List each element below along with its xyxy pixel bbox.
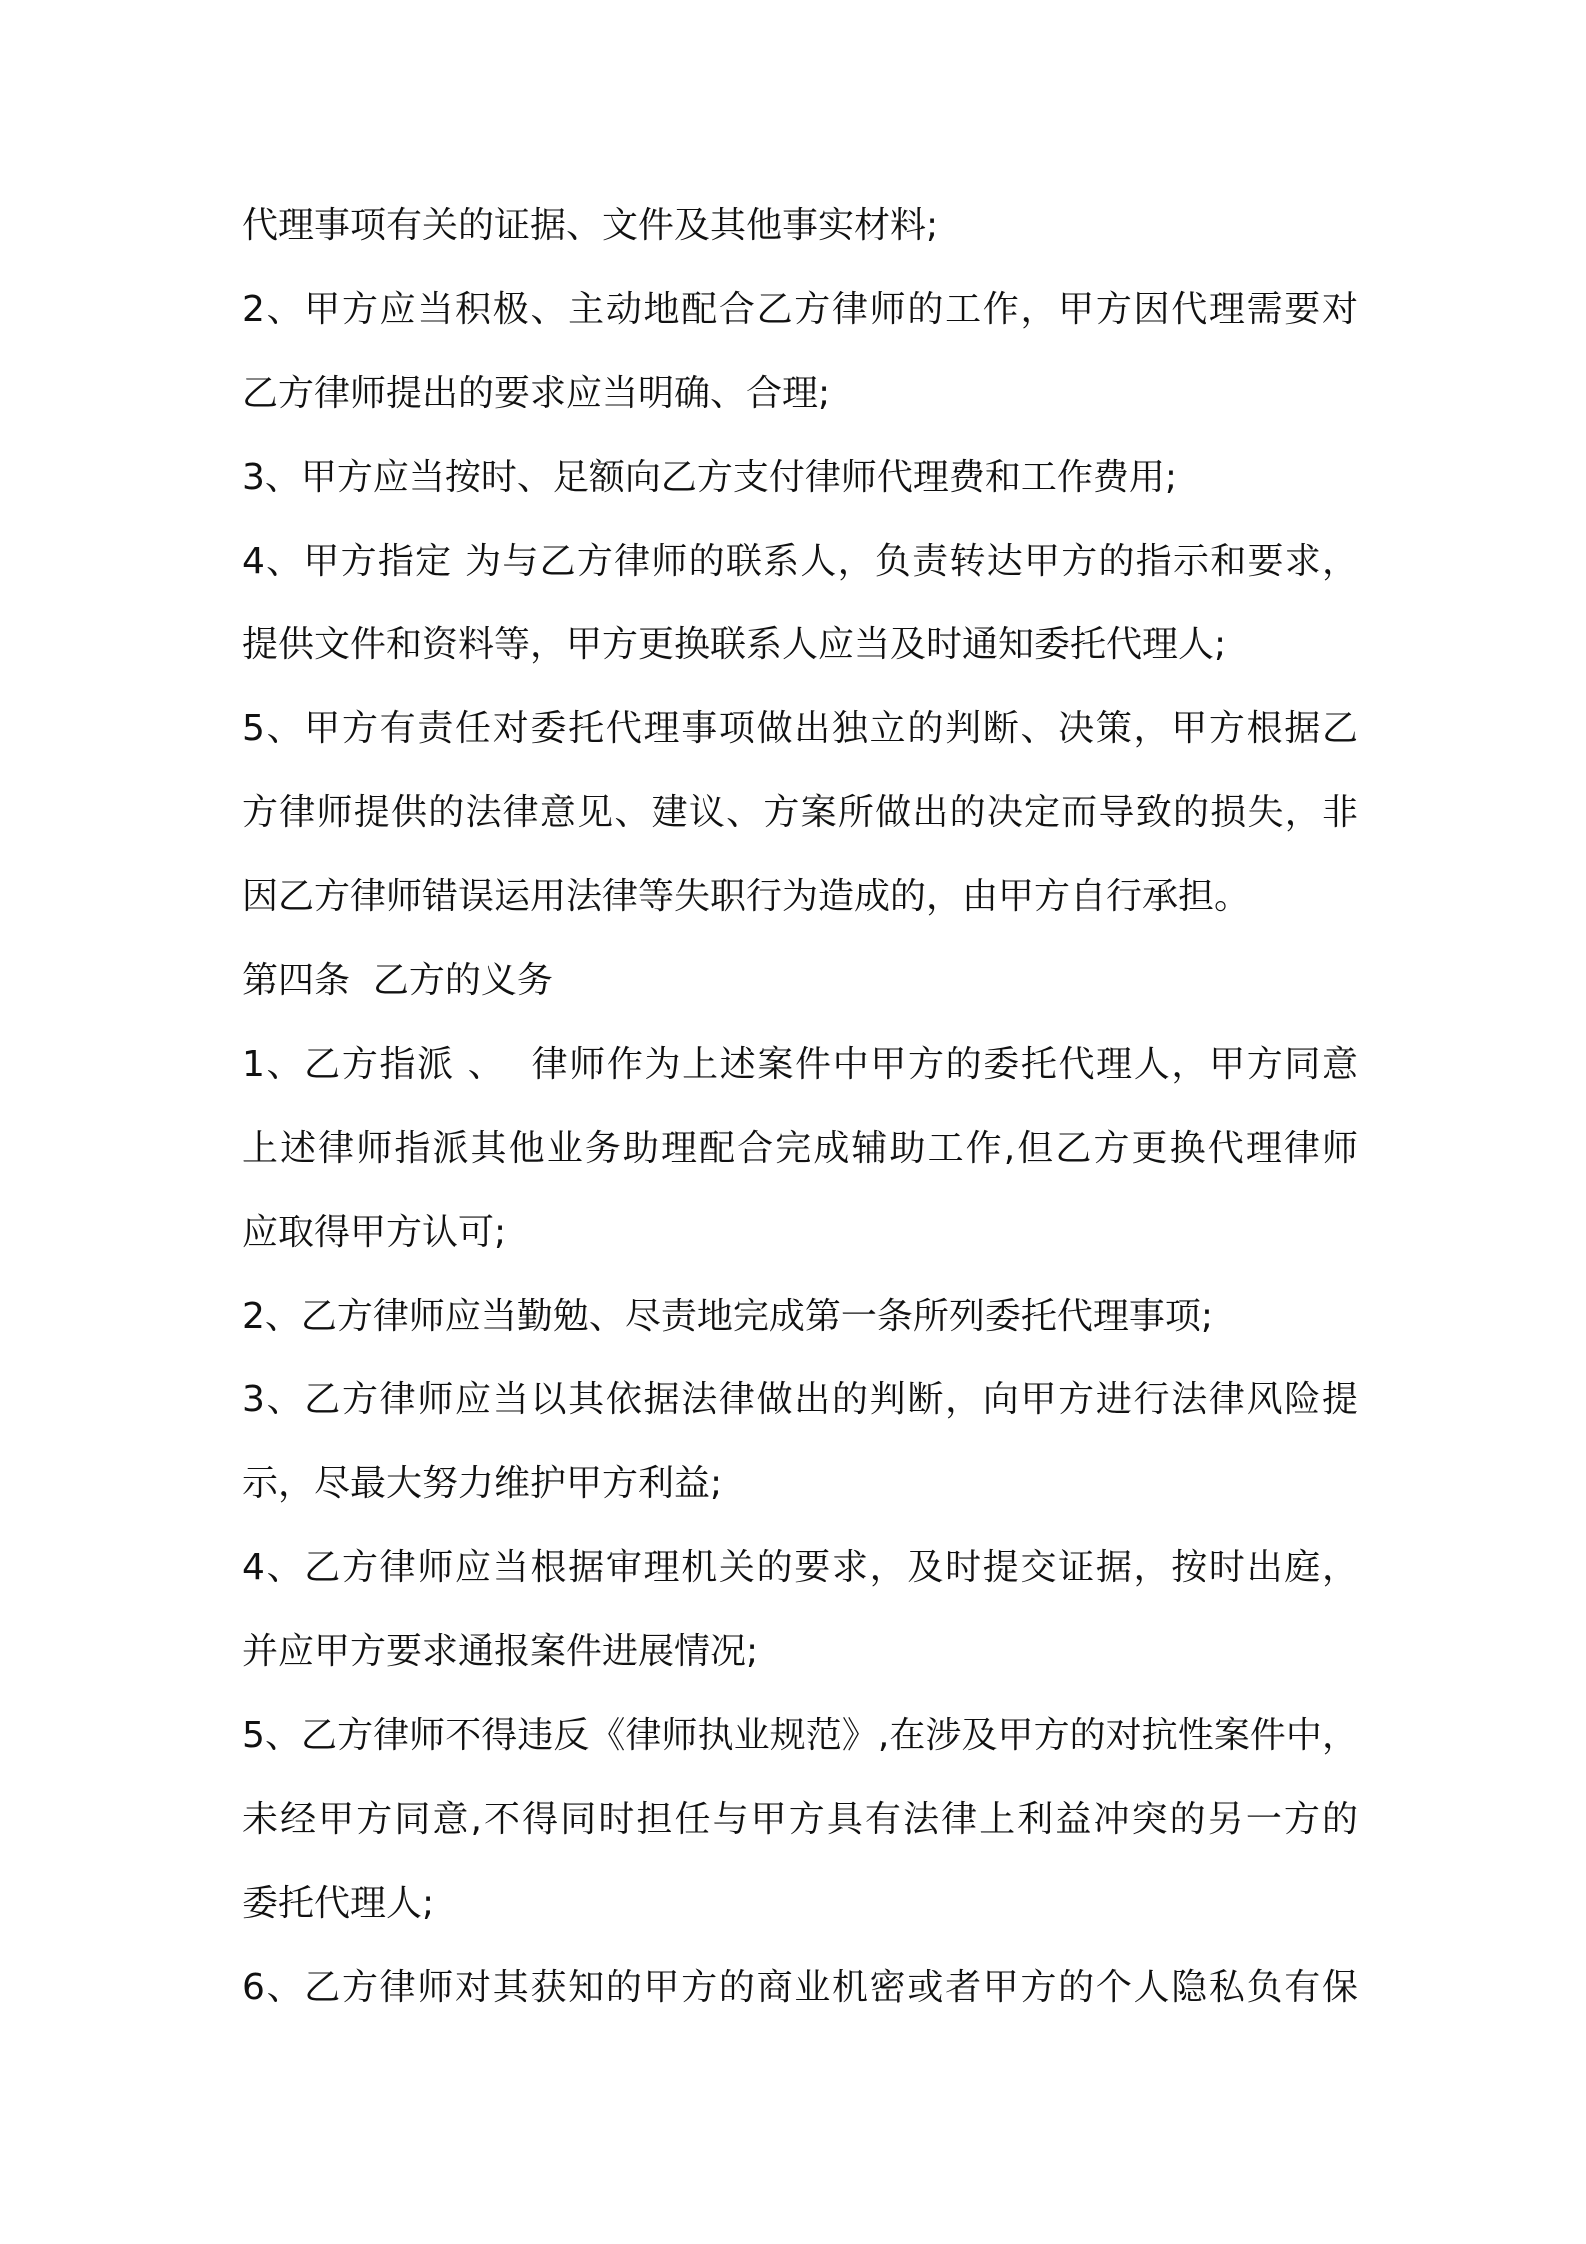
paragraph-line: 5、甲方有责任对委托代理事项做出独立的判断、决策，甲方根据乙 (242, 708, 1358, 750)
paragraph-line: 4、乙方律师应当根据审理机关的要求，及时提交证据，按时出庭， (242, 1547, 1358, 1589)
paragraph-line: 因乙方律师错误运用法律等失职行为造成的，由甲方自行承担。 (242, 876, 1251, 918)
paragraph-line: 3、甲方应当按时、足额向乙方支付律师代理费和工作费用; (242, 456, 1178, 498)
paragraph-line: 方律师提供的法律意见、建议、方案所做出的决定而导致的损失，非 (242, 792, 1358, 834)
document-body (242, 184, 1358, 2030)
paragraph-line: 代理事项有关的证据、文件及其他事实材料; (242, 205, 939, 246)
paragraph-line: 4、甲方指定 为与乙方律师的联系人，负责转达甲方的指示和要求， (242, 540, 1358, 582)
paragraph-line: 5、乙方律师不得违反《律师执业规范》,在涉及甲方的对抗性案件中， (242, 1715, 1358, 1757)
paragraph-line: 未经甲方同意,不得同时担任与甲方具有法律上利益冲突的另一方的 (242, 1798, 1358, 1840)
paragraph-line: 提供文件和资料等，甲方更换联系人应当及时通知委托代理人; (242, 624, 1227, 666)
paragraph-line: 3、乙方律师应当以其依据法律做出的判断，向甲方进行法律风险提 (242, 1379, 1358, 1421)
paragraph-line: 示，尽最大努力维护甲方利益; (242, 1463, 723, 1505)
paragraph-line: 委托代理人; (242, 1882, 435, 1924)
paragraph-line: 2、乙方律师应当勤勉、尽责地完成第一条所列委托代理事项; (242, 1295, 1214, 1337)
paragraph-line: 并应甲方要求通报案件进展情况; (242, 1631, 759, 1673)
paragraph-line: 乙方律师提出的要求应当明确、合理; (242, 372, 831, 414)
paragraph-line: 应取得甲方认可; (242, 1211, 507, 1253)
paragraph-line: 1、乙方指派 、 律师作为上述案件中甲方的委托代理人，甲方同意 (242, 1043, 1358, 1085)
paragraph-line: 上述律师指派其他业务助理配合完成辅助工作,但乙方更换代理律师 (242, 1127, 1358, 1169)
paragraph-line: 2、甲方应当积极、主动地配合乙方律师的工作，甲方因代理需要对 (242, 288, 1358, 330)
paragraph-line: 6、乙方律师对其获知的甲方的商业机密或者甲方的个人隐私负有保 (242, 1966, 1358, 2008)
section-heading: 第四条 乙方的义务 (242, 960, 553, 1002)
